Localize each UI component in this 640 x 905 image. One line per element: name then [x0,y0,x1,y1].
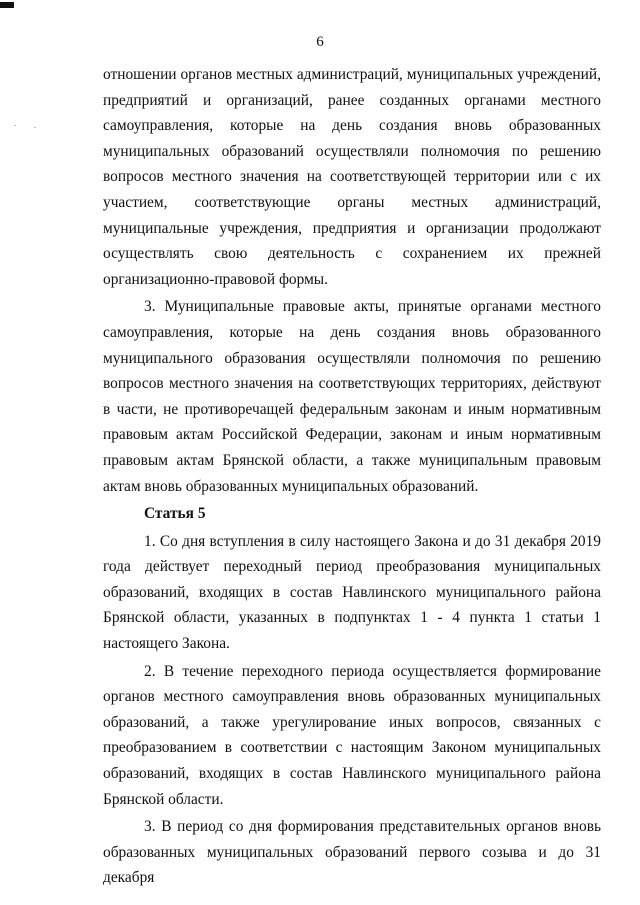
scan-speck [34,127,36,128]
article-5-paragraph-3: 3. В период со дня формирования представительных органов вновь образованных муниципальных образований первого созыва и до 31 декабря [103,818,601,887]
document-body [103,62,601,891]
scan-speck [14,125,16,126]
page-number: 6 [316,34,324,50]
scan-edge-mark [0,2,14,8]
article-heading: Статья 5 [144,505,206,523]
paragraph-continuation: отношении органов местных администраций, муниципальных учреждений, предприятий и организаций, ранее созданных органами местного самоуправления, которые на день создания вновь образованных муниципальных образований осуществляли полномочия по решению вопросов местного значения на соответствующей территории или с их участием, соответствующие органы местных администраций, муниципальные учреждения, предприятия и организации продолжают осуществлять свою деятельность с сохранением их прежней организационно-правовой формы. [103,66,601,288]
article-5-paragraph-2: 2. В течение переходного периода осуществляется формирование органов местного самоуправления вновь образованных муниципальных образований, а также урегулирование иных вопросов, связанных с преобразованием в соответствии с настоящим Законом муниципальных образований, входящих в состав Навлинского муниципального района Брянской области. [103,662,601,808]
paragraph-item-3: 3. Муниципальные правовые акты, принятые органами местного самоуправления, которые на день создания вновь образованного муниципального образования осуществляли полномочия по решению вопросов местного значения на соответствующих территориях, действуют в части, не противоречащей федеральным законам и иным нормативным правовым актам Российской Федерации, законам и иным нормативным правовым актам Брянской области, а также муниципальным правовым актам вновь образованных муниципальных образований. [103,298,601,495]
article-5-paragraph-1: 1. Со дня вступления в силу настоящего Закона и до 31 декабря 2019 года действует переходный период преобразования муниципальных образований, входящих в состав Навлинского муниципального района Брянской области, указанных в подпунктах 1 - 4 пункта 1 статьи 1 настоящего Закона. [103,532,601,653]
